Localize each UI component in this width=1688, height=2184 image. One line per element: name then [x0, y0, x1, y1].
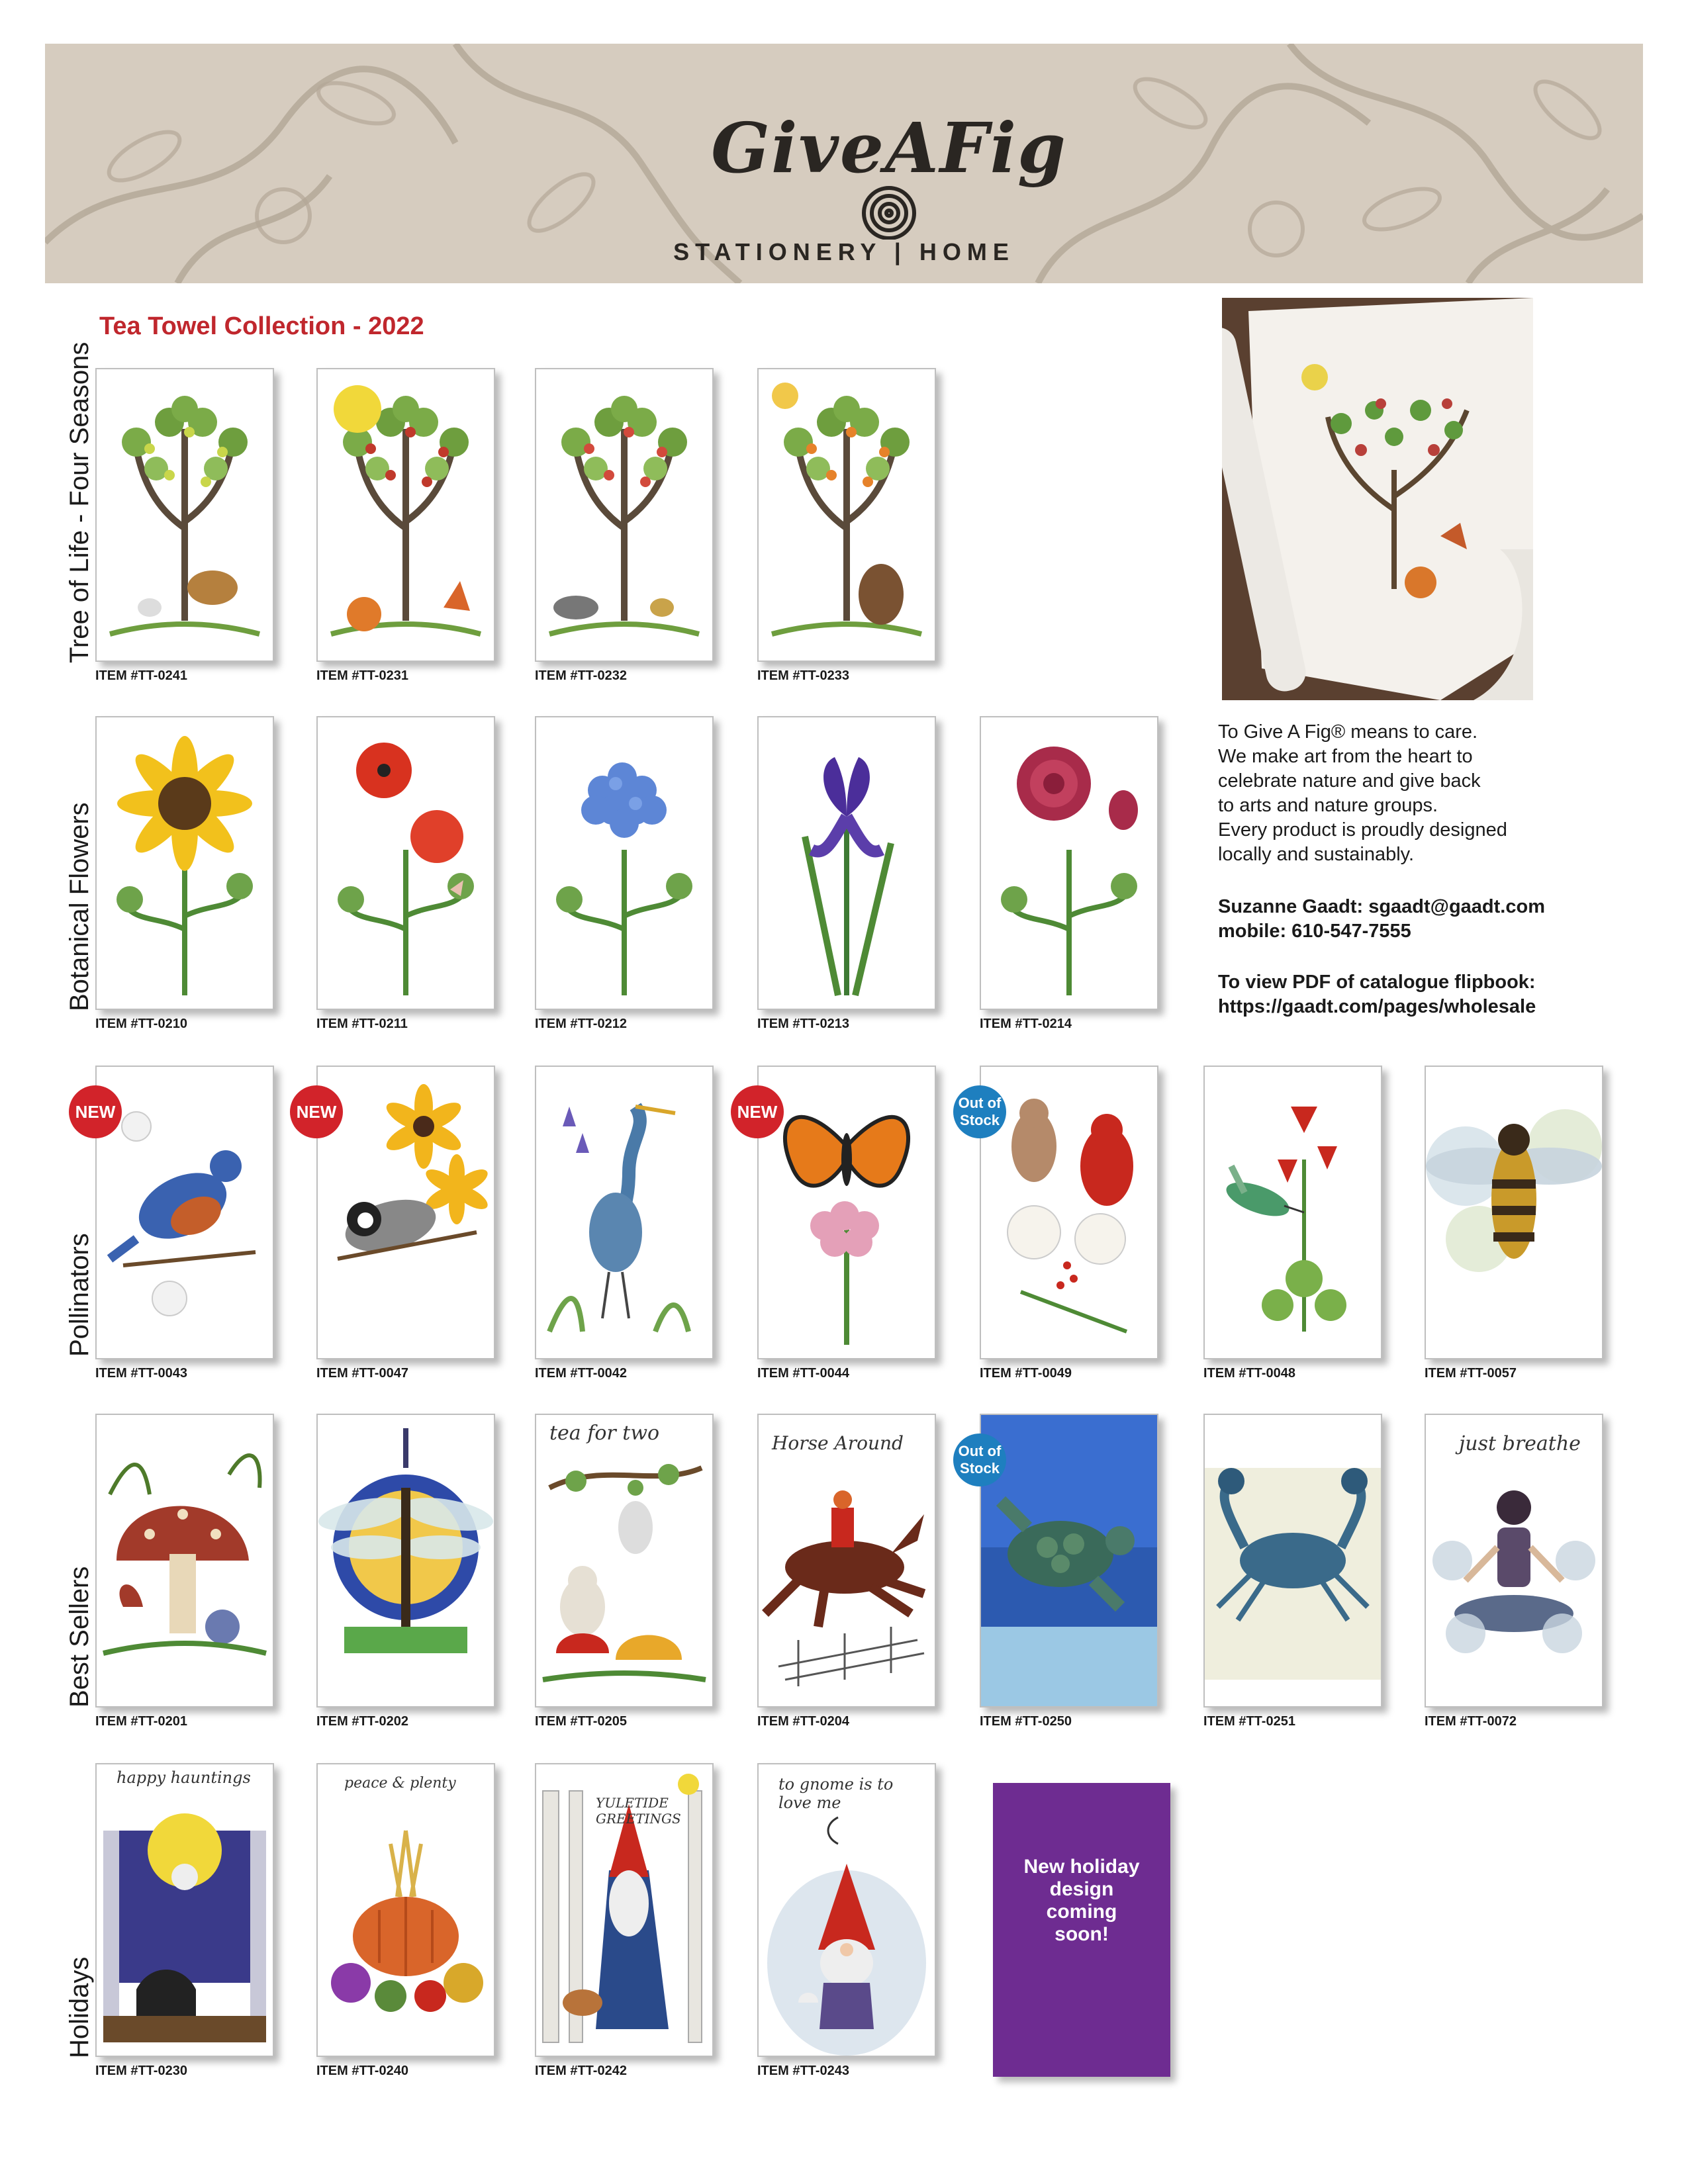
coming-soon-tile: [993, 1783, 1170, 2077]
item-code: ITEM #TT-0242: [535, 2064, 627, 2078]
product-card[interactable]: [1203, 1066, 1382, 1359]
card-caption: happy hauntings: [117, 1768, 251, 1787]
new-badge: NEW: [69, 1085, 122, 1138]
item-code: ITEM #TT-0047: [316, 1366, 408, 1381]
item-code: ITEM #TT-0211: [316, 1017, 408, 1031]
card-caption: peace & plenty: [344, 1775, 456, 1792]
out-of-stock-badge: Out of Stock: [953, 1433, 1006, 1486]
mice-icon: [536, 1415, 712, 1706]
about-line: locally and sustainably.: [1218, 844, 1415, 865]
collection-title: Tea Towel Collection - 2022: [99, 312, 424, 340]
item-code: ITEM #TT-0233: [757, 668, 849, 683]
product-card[interactable]: [316, 1763, 495, 2057]
new-badge: NEW: [290, 1085, 343, 1138]
product-card[interactable]: [316, 1414, 495, 1707]
about-line: Every product is proudly designed: [1218, 819, 1507, 841]
item-code: ITEM #TT-0231: [316, 668, 408, 683]
about-text: [1218, 720, 1642, 867]
flipbook-info: [1218, 970, 1655, 1019]
halloween-icon: [97, 1764, 273, 2056]
tree-autumn-icon: [318, 369, 494, 660]
new-badge: NEW: [731, 1085, 784, 1138]
product-card[interactable]: [95, 368, 274, 662]
flipbook-label: To view PDF of catalogue flipbook:: [1218, 972, 1536, 993]
product-card[interactable]: [1203, 1414, 1382, 1707]
card-caption: tea for two: [549, 1422, 660, 1445]
item-code: ITEM #TT-0202: [316, 1714, 408, 1729]
bluebird-icon: [97, 1067, 273, 1358]
product-card[interactable]: [95, 716, 274, 1010]
item-code: ITEM #TT-0049: [980, 1366, 1072, 1381]
product-card[interactable]: [757, 1763, 936, 2057]
logo-text: GiveAFig: [711, 107, 1067, 189]
harvest-icon: [318, 1764, 494, 2056]
monarch-icon: [759, 1067, 935, 1358]
row-label-pollinators: Pollinators: [65, 1233, 94, 1357]
contact-info: [1218, 895, 1642, 944]
product-card[interactable]: [95, 1414, 274, 1707]
product-card[interactable]: [535, 716, 714, 1010]
item-code: ITEM #TT-0048: [1203, 1366, 1295, 1381]
contact-phone[interactable]: mobile: 610-547-7555: [1218, 921, 1411, 942]
item-code: ITEM #TT-0210: [95, 1017, 187, 1031]
item-code: ITEM #TT-0230: [95, 2064, 187, 2078]
hydrangea-icon: [536, 717, 712, 1009]
coming-soon-text: New holiday design coming soon!: [1023, 1856, 1140, 1945]
item-code: ITEM #TT-0250: [980, 1714, 1072, 1729]
contact-email[interactable]: Suzanne Gaadt: sgaadt@gaadt.com: [1218, 896, 1545, 917]
tagline: STATIONERY | HOME: [673, 238, 1015, 265]
hummingbird-icon: [1205, 1067, 1381, 1358]
product-card[interactable]: [980, 1066, 1158, 1359]
product-card[interactable]: [980, 716, 1158, 1010]
product-card[interactable]: [316, 368, 495, 662]
out-of-stock-badge: Out of Stock: [953, 1085, 1006, 1138]
row-label-best-sellers: Best Sellers: [65, 1566, 94, 1707]
lifestyle-photo: [1222, 298, 1533, 700]
about-line: To Give A Fig® means to care.: [1218, 721, 1478, 743]
item-code: ITEM #TT-0042: [535, 1366, 627, 1381]
item-code: ITEM #TT-0057: [1425, 1366, 1517, 1381]
poppy-icon: [318, 717, 494, 1009]
yoga-icon: [1426, 1415, 1602, 1706]
flipbook-link[interactable]: https://gaadt.com/pages/wholesale: [1218, 996, 1536, 1017]
product-card[interactable]: [95, 1066, 274, 1359]
product-card[interactable]: [1425, 1414, 1603, 1707]
product-card[interactable]: [535, 1414, 714, 1707]
item-code: ITEM #TT-0214: [980, 1017, 1072, 1031]
chickadee-icon: [318, 1067, 494, 1358]
item-code: ITEM #TT-0044: [757, 1366, 849, 1381]
cardinal-icon: [981, 1067, 1157, 1358]
product-card[interactable]: [535, 368, 714, 662]
peony-icon: [981, 717, 1157, 1009]
about-line: We make art from the heart to: [1218, 746, 1473, 767]
item-code: ITEM #TT-0205: [535, 1714, 627, 1729]
product-card[interactable]: [1425, 1066, 1603, 1359]
item-code: ITEM #TT-0204: [757, 1714, 849, 1729]
dragonfly-icon: [318, 1415, 494, 1706]
item-code: ITEM #TT-0072: [1425, 1714, 1517, 1729]
card-caption: Horse Around: [772, 1432, 904, 1454]
item-code: ITEM #TT-0232: [535, 668, 627, 683]
item-code: ITEM #TT-0241: [95, 668, 187, 683]
logo: [700, 107, 1078, 240]
product-card[interactable]: [757, 368, 936, 662]
row-label-holidays: Holidays: [65, 1956, 94, 2058]
product-card[interactable]: [535, 1066, 714, 1359]
sunflower-icon: [97, 717, 273, 1009]
card-caption: to gnome is to love me: [778, 1775, 894, 1812]
horse-icon: [759, 1415, 935, 1706]
turtle-icon: [981, 1415, 1157, 1706]
about-line: celebrate nature and give back: [1218, 770, 1481, 792]
iris-icon: [759, 717, 935, 1009]
tree-spring-icon: [97, 369, 273, 660]
item-code: ITEM #TT-0251: [1203, 1714, 1295, 1729]
mushroom-icon: [97, 1415, 273, 1706]
item-code: ITEM #TT-0201: [95, 1714, 187, 1729]
item-code: ITEM #TT-0212: [535, 1017, 627, 1031]
crab-icon: [1205, 1415, 1381, 1706]
tea-towel-photo-icon: [1222, 298, 1533, 700]
card-caption: just breathe: [1459, 1432, 1581, 1455]
product-card[interactable]: [757, 1066, 936, 1359]
product-card[interactable]: [757, 1414, 936, 1707]
item-code: ITEM #TT-0240: [316, 2064, 408, 2078]
item-code: ITEM #TT-0243: [757, 2064, 849, 2078]
header-banner: [45, 44, 1643, 283]
card-caption: YULETIDE GREETINGS: [596, 1795, 681, 1827]
row-label-tree-of-life: Tree of Life - Four Seasons: [65, 341, 94, 663]
item-code: ITEM #TT-0043: [95, 1366, 187, 1381]
item-code: ITEM #TT-0213: [757, 1017, 849, 1031]
about-line: to arts and nature groups.: [1218, 795, 1438, 816]
product-card[interactable]: [980, 1414, 1158, 1707]
product-card[interactable]: [316, 716, 495, 1010]
row-label-botanical: Botanical Flowers: [65, 802, 94, 1011]
bee-icon: [1426, 1067, 1602, 1358]
spiral-icon: [700, 107, 1078, 240]
product-card[interactable]: [535, 1763, 714, 2057]
product-card[interactable]: [757, 716, 936, 1010]
heron-icon: [536, 1067, 712, 1358]
product-card[interactable]: [95, 1763, 274, 2057]
tree-orange-icon: [759, 369, 935, 660]
product-card[interactable]: [316, 1066, 495, 1359]
tree-summer-icon: [536, 369, 712, 660]
